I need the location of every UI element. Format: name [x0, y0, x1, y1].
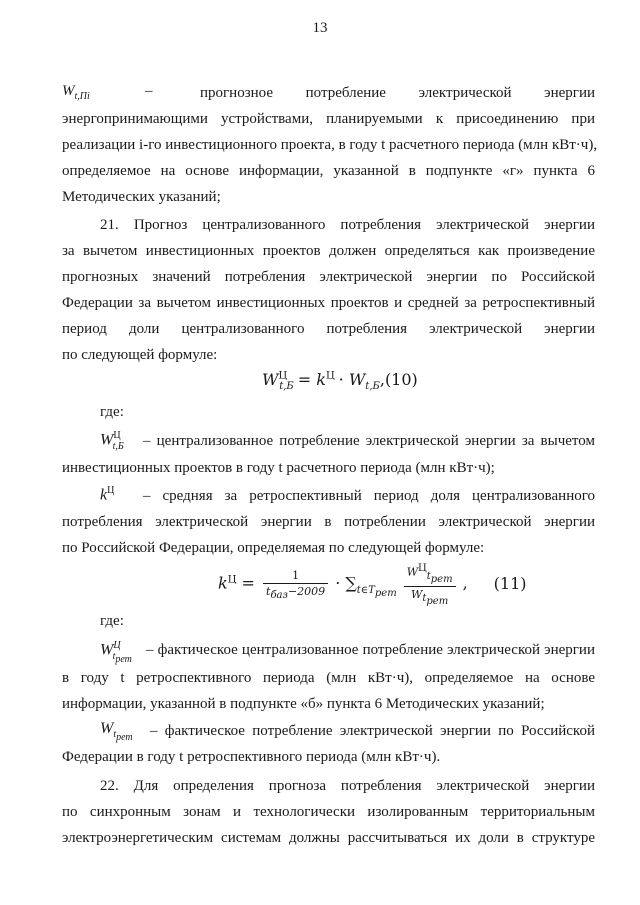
text-line: Федерации за вычетом инвестиционных проектов и средней за ретроспективный — [62, 295, 595, 311]
formula-11: $k^Ц$ = $\frac{1}{t_{баз}-2009}$ · $\sum_{t\in T_{рет}}$ $\frac{W^Ц_{t_{рет}}}{W_{t_{рет}}}$ , (11) — [218, 563, 527, 608]
formula-11-number: (11) — [493, 573, 527, 593]
text-line: потребления электрической энергии в потреблении электрической энергии — [62, 514, 595, 530]
text-line: – фактическое централизованное потребление электрической энергии — [146, 642, 595, 658]
text-line: прогнозных значений потребления электрической энергии по Российской — [62, 269, 595, 285]
text-line: по Российской Федерации, определяемая по следующей формуле: — [62, 540, 485, 556]
text-line: – средняя за ретроспективный период доля централизованного — [143, 488, 595, 504]
formula-10: $W^Ц_{t,Б} = k^Ц \cdot W_{t,Б},(10)$ — [262, 370, 418, 393]
page-number: 13 — [312, 20, 328, 36]
text-where: где: — [100, 613, 124, 629]
text-line: Методических указаний; — [62, 189, 221, 205]
text-where: где: — [100, 404, 124, 420]
symbol-w-t-ret: $W_{t_{рет}}$ — [100, 720, 133, 744]
text-line: период доли централизованного потребления электрической энергии — [62, 321, 595, 337]
paragraph-21-start: 21. Прогноз централизованного потребления электрической энергии — [100, 217, 595, 233]
text-line: за вычетом инвестиционных проектов должен определяться как произведение — [62, 243, 595, 259]
text-line: – централизованное потребление электрической энергии за вычетом — [143, 433, 595, 449]
text-line: определяемое на основе информации, указанной в подпункте «г» пункта 6 — [62, 163, 595, 179]
text-line: – фактическое потребление электрической энергии по Российской — [150, 723, 595, 739]
text-line: по синхронным зонам и технологически изолированным территориальным — [62, 804, 595, 820]
symbol-k-c: $k^Ц$ — [100, 485, 115, 504]
symbol-w-t-b-c: $W^Ц_{t,Б}$ — [100, 430, 124, 452]
paragraph-22-start: 22. Для определения прогноза потребления электрической энергии — [100, 778, 595, 794]
text-line: электроэнергетическим системам должны рассчитываться их доли в структуре — [62, 830, 595, 846]
symbol-w-t-ret-c: $W^Ц_{t_{рет}}$ — [100, 640, 132, 665]
text-line: реализации i-го инвестиционного проекта, в году t расчетного периода (млн кВт·ч), — [62, 137, 598, 153]
text-line: информации, указанной в подпункте «б» пункта 6 Методических указаний; — [62, 696, 545, 712]
text-line: по следующей формуле: — [62, 347, 218, 363]
symbol-w-t-pi: $W_{t,Пi}$ — [62, 83, 90, 102]
text-line: в году t ретроспективного периода (млн кВт·ч), определяемое на основе — [62, 670, 595, 686]
text-line: Федерации в году t ретроспективного периода (млн кВт·ч). — [62, 749, 441, 765]
definition-dash: – — [145, 83, 153, 99]
text-line: инвестиционных проектов в году t расчетного периода (млн кВт·ч); — [62, 460, 495, 476]
text-line: прогнозное потребление электрической энергии — [200, 85, 595, 101]
formula-10-number: (10) — [384, 370, 418, 389]
text-line: энергопринимающими устройствами, планируемыми к присоединению при — [62, 111, 595, 127]
